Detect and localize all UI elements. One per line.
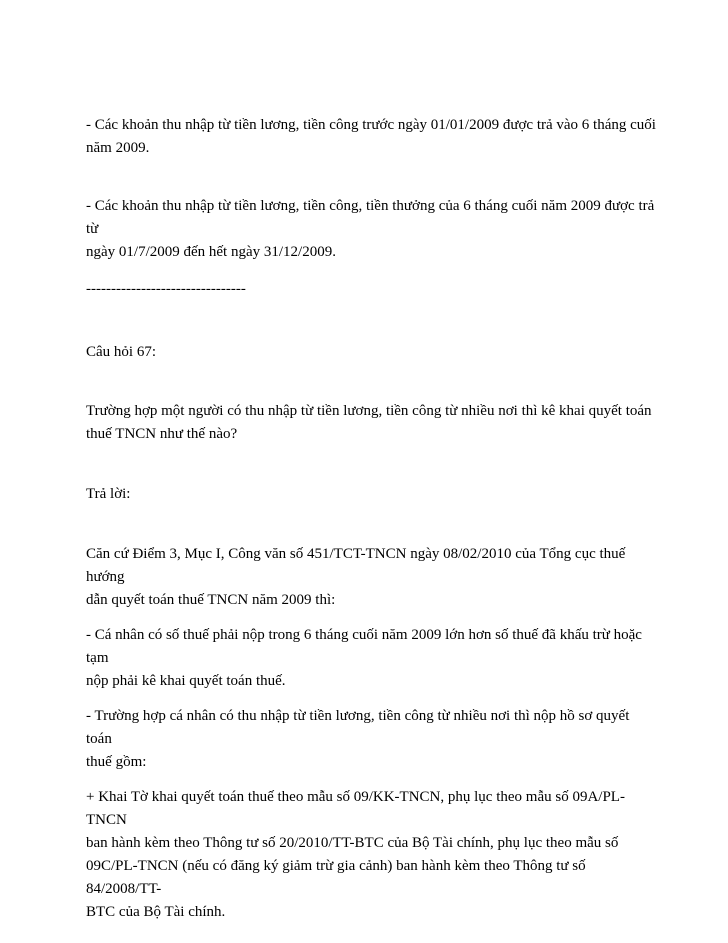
text-line: - Cá nhân có số thuế phải nộp trong 6 tháng cuối năm 2009 lớn hơn số thuế đã khấu trừ hoặc tạm [86, 627, 642, 666]
text-line: Câu hỏi 67: [86, 344, 156, 360]
text-line: - Các khoản thu nhập từ tiền lương, tiền công, tiền thưởng của 6 tháng cuối năm 2009 được trả từ [86, 198, 655, 237]
text-line: thuế TNCN như thế nào? [86, 426, 238, 442]
answer-subitem-declaration-form [86, 786, 656, 924]
text-line: - Các khoản thu nhập từ tiền lương, tiền công trước ngày 01/01/2009 được trả vào 6 tháng cuối [86, 117, 656, 133]
question-text [86, 400, 656, 446]
text-line: Căn cứ Điểm 3, Mục I, Công văn số 451/TCT-TNCN ngày 08/02/2010 của Tổng cục thuế hướng [86, 546, 626, 585]
text-line: Trả lời: [86, 486, 131, 502]
text-line: BTC của Bộ Tài chính. [86, 904, 226, 920]
separator-line [86, 278, 656, 301]
text-line: ngày 01/7/2009 đến hết ngày 31/12/2009. [86, 244, 336, 260]
text-line: năm 2009. [86, 140, 150, 156]
paragraph-income-second-half-2009 [86, 195, 656, 264]
text-line: - Trường hợp cá nhân có thu nhập từ tiền lương, tiền công từ nhiều nơi thì nộp hồ sơ quyết toán [86, 708, 630, 747]
text-line: dẫn quyết toán thuế TNCN năm 2009 thì: [86, 592, 336, 608]
text-line: -------------------------------- [86, 281, 246, 297]
text-line: + Khai Tờ khai quyết toán thuế theo mẫu số 09/KK-TNCN, phụ lục theo mẫu số 09A/PL-TNCN [86, 789, 625, 828]
paragraph-income-before-2009 [86, 114, 656, 160]
answer-bullet-multiple-sources [86, 705, 656, 774]
text-line: ban hành kèm theo Thông tư số 20/2010/TT-BTC của Bộ Tài chính, phụ lục theo mẫu số [86, 835, 619, 851]
text-line: nộp phải kê khai quyết toán thuế. [86, 673, 286, 689]
question-heading [86, 341, 656, 364]
answer-heading [86, 483, 656, 506]
answer-bullet-tax-payable [86, 624, 656, 693]
text-line: Trường hợp một người có thu nhập từ tiền lương, tiền công từ nhiều nơi thì kê khai quyết toán [86, 403, 652, 419]
answer-basis-paragraph [86, 543, 656, 612]
text-line: 09C/PL-TNCN (nếu có đăng ký giảm trừ gia cảnh) ban hành kèm theo Thông tư số 84/2008/TT- [86, 858, 586, 897]
text-line: thuế gồm: [86, 754, 147, 770]
